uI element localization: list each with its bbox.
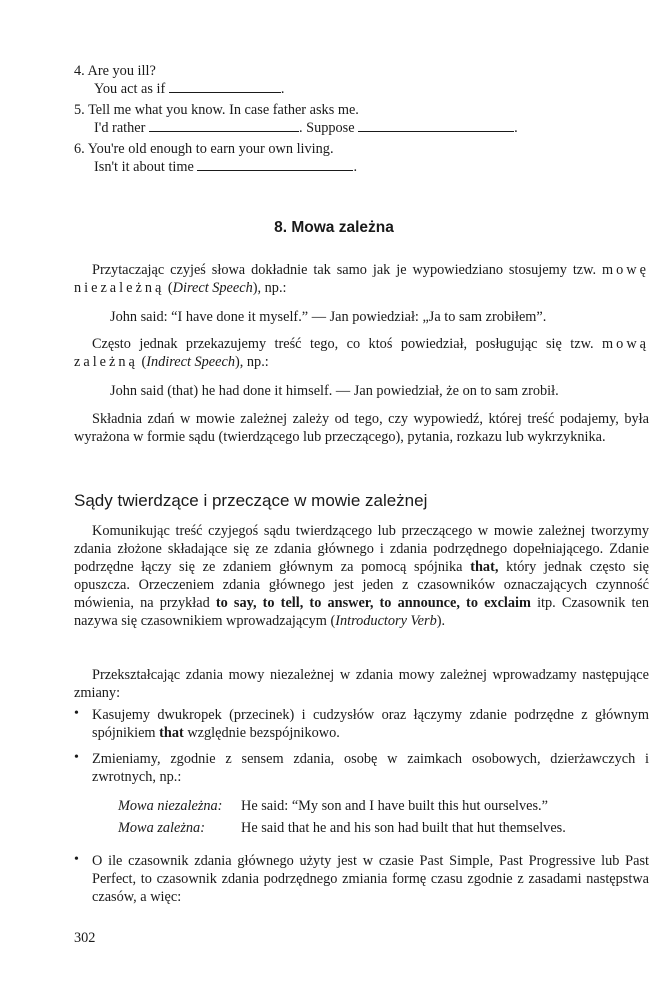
example-text-indirect: He said that he and his son had built that hut themselves. <box>241 820 566 836</box>
example-label-direct: Mowa niezależna: <box>118 798 223 814</box>
section-title: 8. Mowa zależna <box>274 219 394 236</box>
paragraph-indirect-speech: Często jednak przekazujemy treść tego, co ktoś powiedział, posługując się tzw. mową zależną (Indirect Speech), np.: <box>74 336 649 370</box>
exercise-4-question: 4. Are you ill? <box>74 63 156 79</box>
exercise-5-answer: I'd rather . Suppose . <box>94 120 518 136</box>
paragraph-direct-speech: Przytaczając czyjeś słowa dokładnie tak samo jak je wypowiedziano stosujemy tzw. mowę niezależną (Direct Speech), np.: <box>74 262 649 296</box>
answer-blank[interactable] <box>197 158 353 171</box>
bullet-item-punctuation: Kasujemy dwukropek (przecinek) i cudzysłów oraz łączymy zdanie podrzędne z głównym spójnikiem that względnie bezspójnikowo. <box>92 707 649 741</box>
answer-blank[interactable] <box>169 80 281 93</box>
bullet-item-pronouns: Zmieniamy, zgodnie z sensem zdania, osobę w zaimkach osobowych, dzierżawczych i zwrotnych, np.: <box>92 751 649 785</box>
answer-blank[interactable] <box>149 119 299 132</box>
example-indirect: John said (that) he had done it himself. — Jan powiedział, że on to sam zrobił. <box>110 383 559 399</box>
paragraph-syntax: Składnia zdań w mowie zależnej zależy od tego, czy wypowiedź, której treść podajemy, była wyrażona w formie sądu (twierdzącego lub przeczącego), pytania, rozkazu lub wykrzyknika. <box>74 411 649 445</box>
example-text-direct: He said: “My son and I have built this hut ourselves.” <box>241 798 548 814</box>
answer-blank[interactable] <box>358 119 514 132</box>
page-number: 302 <box>74 930 96 946</box>
bullet-icon: • <box>74 852 79 867</box>
exercise-5-question: 5. Tell me what you know. In case father asks me. <box>74 102 359 118</box>
exercise-6-answer: Isn't it about time . <box>94 159 358 175</box>
paragraph-statements: Komunikując treść czyjegoś sądu twierdzącego lub przeczącego w mowie zależnej tworzymy zdania złożone składające się ze zdania głównego i zdania podrzędnego dopełniającego. Zdanie podrzędne łączy się ze zdaniem głównym za pomocą spójnika that, który jednak często się opuszcza. Orzeczeniem zdania głównego jest jeden z czasowników oznaczających czynność mówienia, na przykład to say, to tell, to answer, to announce, to exclaim itp. Czasownik ten nazywa się czasownikiem wprowadzającym (Introductory Verb). <box>74 523 650 629</box>
example-direct: John said: “I have done it myself.” — Jan powiedział: „Ja to sam zrobiłem”. <box>110 309 547 325</box>
example-label-indirect: Mowa zależna: <box>118 820 205 836</box>
subsection-title: Sądy twierdzące i przeczące w mowie zależnej <box>74 491 428 510</box>
bullet-icon: • <box>74 750 79 765</box>
bullet-item-tenses: O ile czasownik zdania głównego użyty jest w czasie Past Simple, Past Progressive lub Past Perfect, to czasownik zdania podrzędnego zmiania formę czasu zgodnie z zasadami następstwa czasów, a więc: <box>92 853 649 905</box>
bullet-icon: • <box>74 706 79 721</box>
paragraph-changes: Przekształcając zdania mowy niezależnej w zdania mowy zależnej wprowadzamy następujące zmiany: <box>74 667 649 701</box>
exercise-6-question: 6. You're old enough to earn your own living. <box>74 141 334 157</box>
exercise-4-answer: You act as if . <box>94 81 285 97</box>
